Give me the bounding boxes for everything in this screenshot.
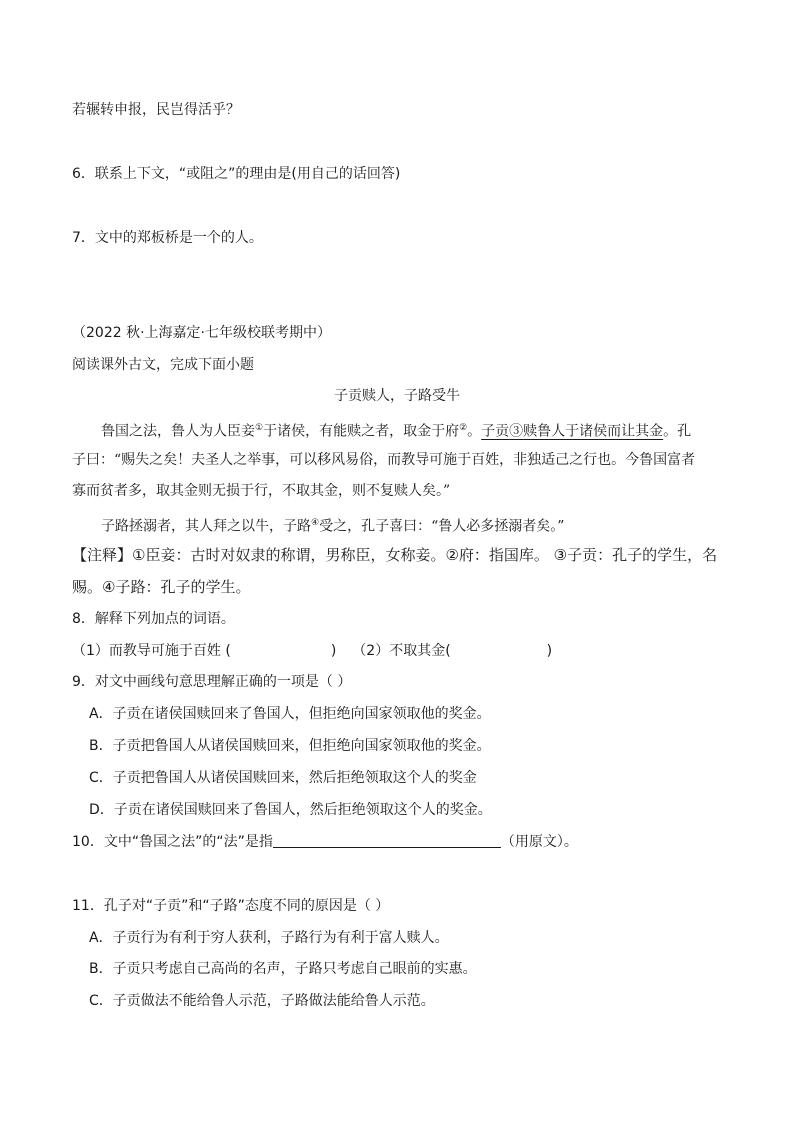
- question-11: 11．孔子对“子贡”和“子路”态度不同的原因是（ ）: [72, 898, 390, 914]
- option-a: A．子贡在诸侯国赎回来了鲁国人，但拒绝向国家领取他的奖金。: [89, 706, 491, 722]
- annotation-line: 赐。④子路：孔子的学生。: [72, 578, 251, 596]
- question-10: 10．文中“鲁国之法”的“法”是指 （用原文）。: [72, 834, 578, 850]
- passage-line: 子路拯溺者，其人拜之以牛，子路④受之，孔子喜曰：“鲁人必多拯溺者矣。”: [101, 518, 565, 535]
- passage-line: 鲁国之法，鲁人为人臣妾①于诸侯，有能赎之者，取金于府②。子贡③赎鲁人于诸侯而让其金。孔: [101, 423, 692, 440]
- option-c: C．子贡把鲁国人从诸侯国赎回来，然后拒绝领取这个人的奖金: [89, 770, 477, 786]
- option-d: D．子贡在诸侯国赎回来了鲁国人，然后拒绝领取这个人的奖金。: [89, 802, 492, 818]
- instruction: 阅读课外古文，完成下面小题: [72, 357, 254, 373]
- question-7: 7．文中的郑板桥是一个的人。: [72, 230, 263, 246]
- answer-blank[interactable]: [273, 833, 501, 848]
- question-8: 8．解释下列加点的词语。: [72, 611, 235, 627]
- option-c: C．子贡做法不能给鲁人示范，子路做法能给鲁人示范。: [89, 993, 435, 1009]
- option-b: B．子贡把鲁国人从诸侯国赎回来，但拒绝向国家领取他的奖金。: [89, 738, 491, 754]
- underlined-sentence: 子贡③赎鲁人于诸侯而让其金: [481, 423, 664, 440]
- question-9: 9．对文中画线句意思理解正确的一项是（ ）: [72, 674, 352, 690]
- passage-line: 寡而贫者多，取其金则无损于行，不取其金，则不复赎人矣。”: [72, 483, 451, 499]
- text-line: 若辗转申报，民岂得活乎？: [72, 102, 240, 118]
- question-6: 6．联系上下文，“或阻之”的理由是(用自己的话回答): [72, 166, 401, 182]
- option-b: B．子贡只考虑自己高尚的名声，子路只考虑自己眼前的实惠。: [89, 961, 477, 977]
- annotation-line: 【注释】①臣妾：古时对奴隶的称谓，男称臣，女称妾。②府：指国库。 ③子贡：孔子的学生，名: [72, 546, 718, 564]
- option-a: A．子贡行为有利于穷人获利，子路行为有利于富人赎人。: [89, 930, 449, 946]
- passage-line: 子曰：“赐失之矣！夫圣人之举事，可以移风易俗，而教导可施于百姓，非独适己之行也。今鲁国富者: [72, 452, 696, 468]
- question-8-items: （1）而教导可施于百姓 ( ) （2）不取其金( ): [72, 643, 553, 659]
- source-citation: （2022 秋·上海嘉定·七年级校联考期中）: [72, 325, 331, 341]
- passage-title: 子贡赎人，子路受牛: [334, 388, 460, 404]
